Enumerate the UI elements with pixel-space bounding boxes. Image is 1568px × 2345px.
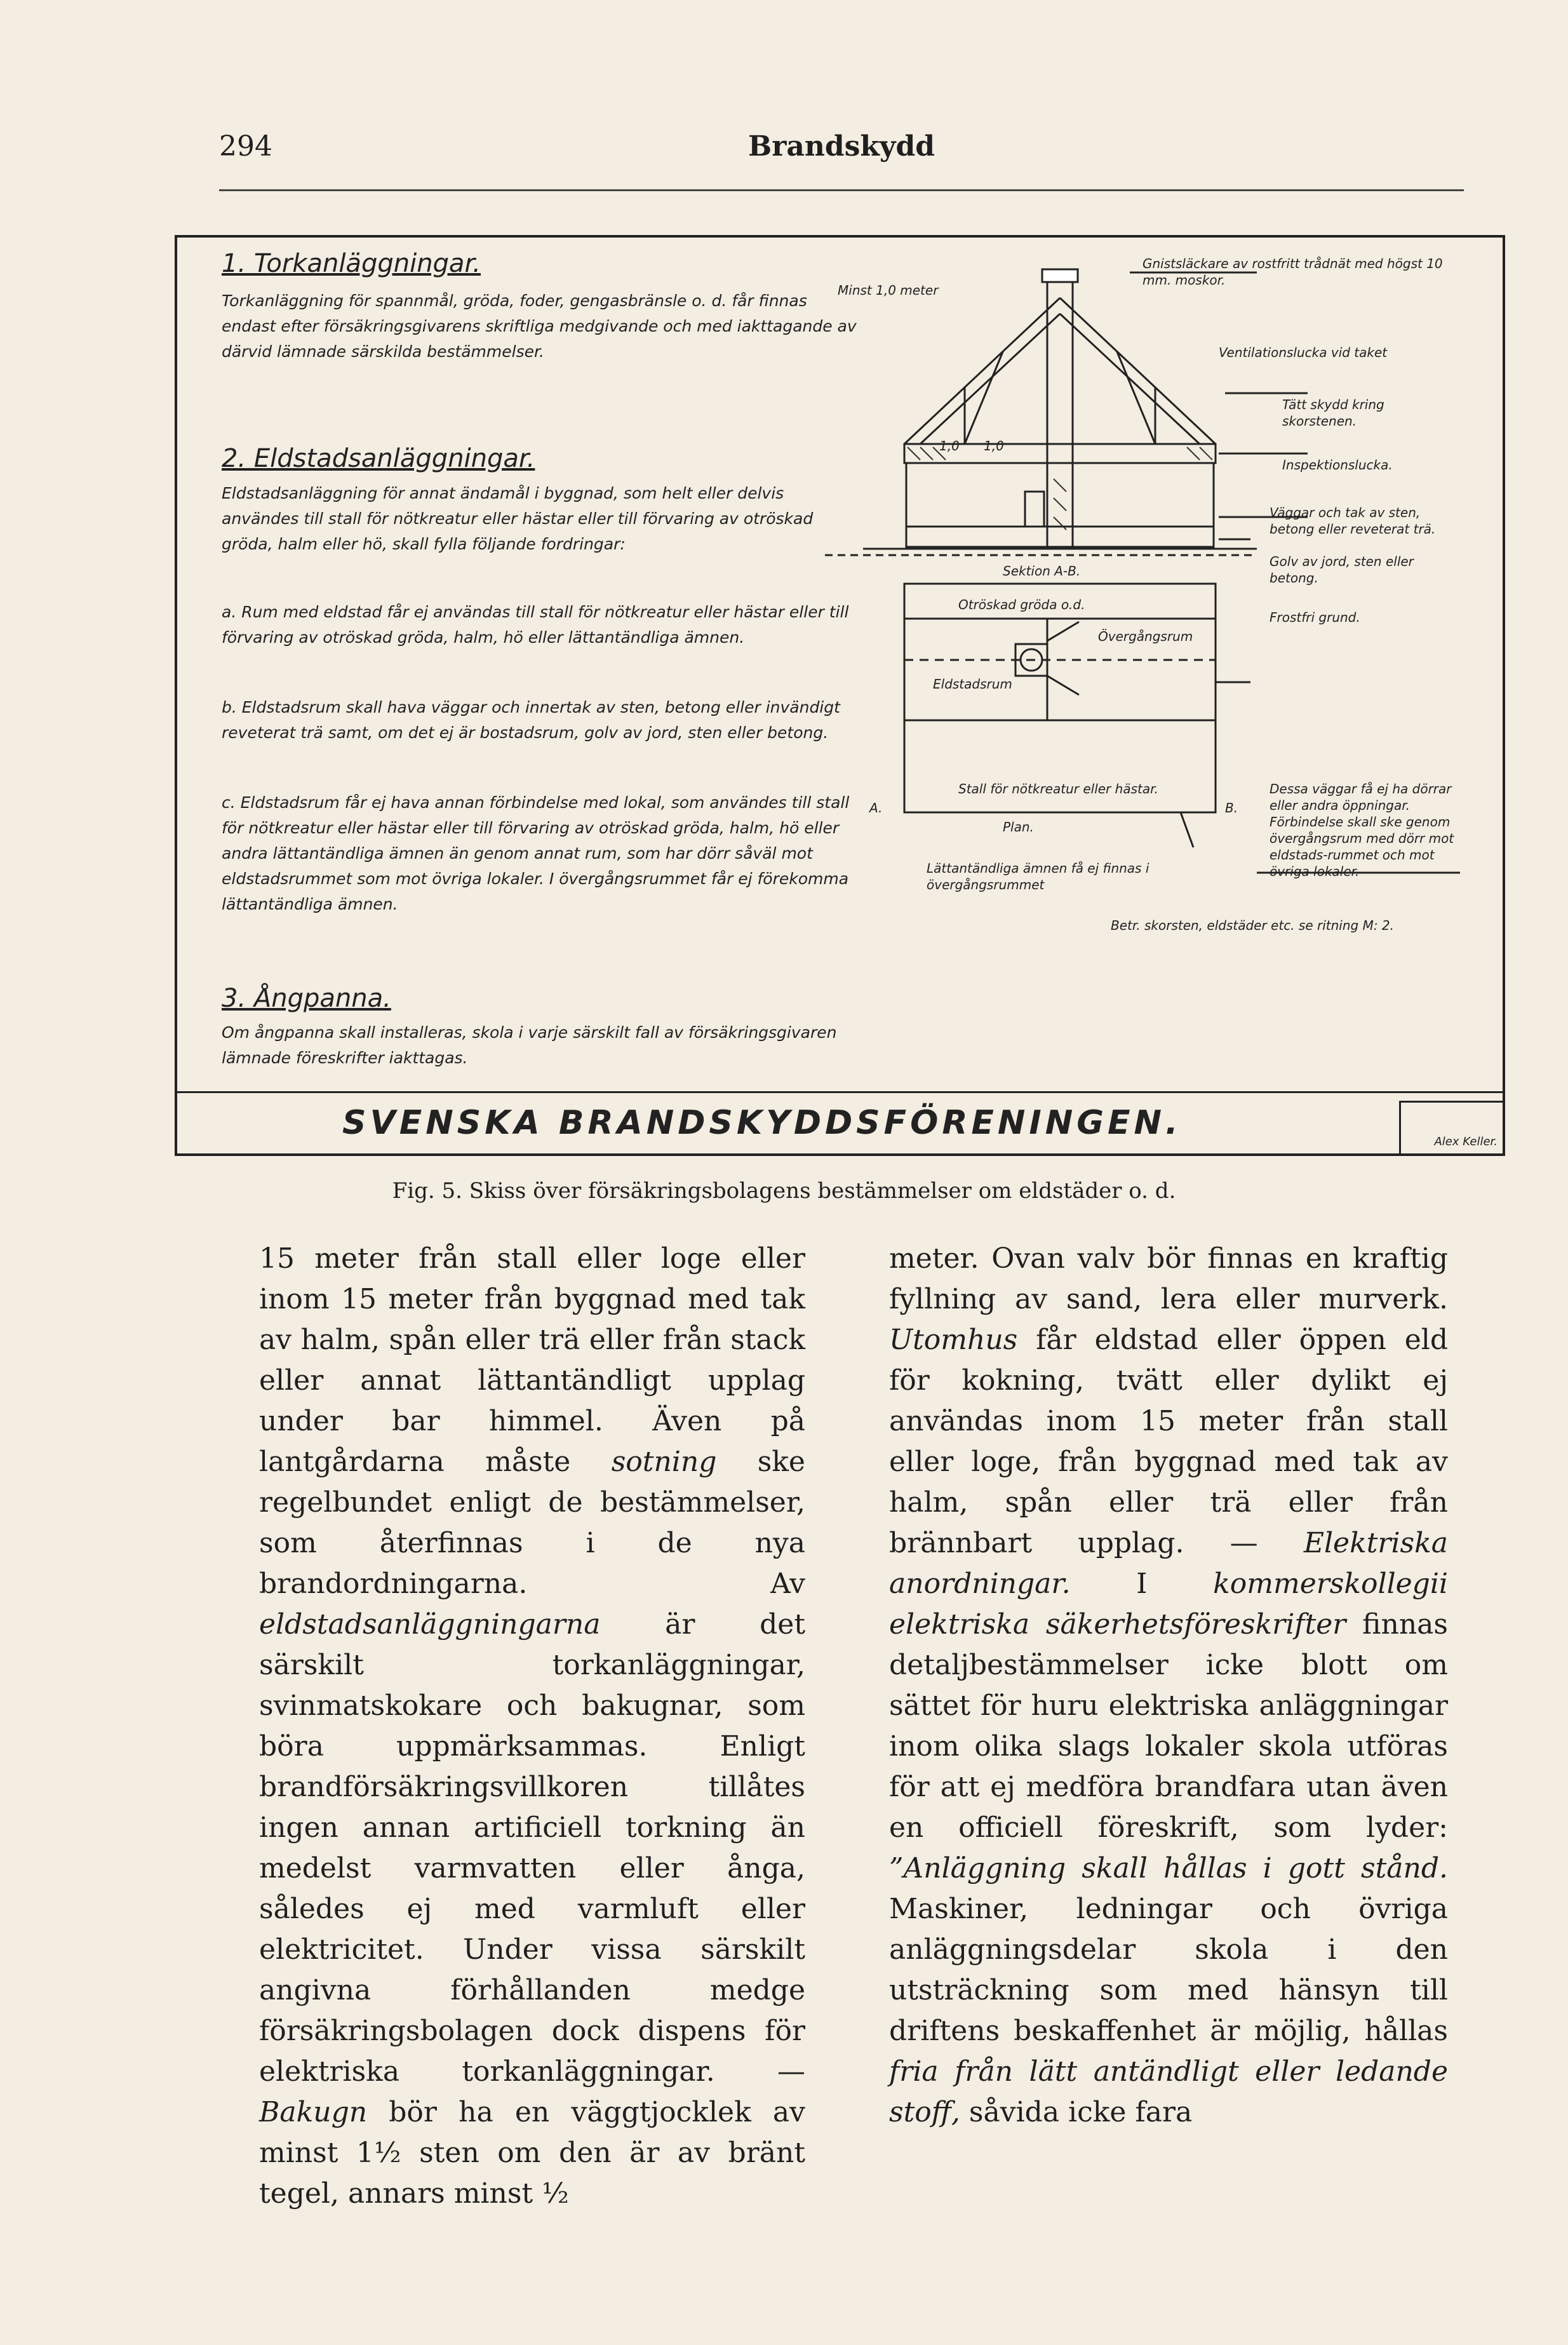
text-run: får eldstad eller öppen eld för kokning, tvätt eller dylikt ej användas inom 15 meter från stall eller loge, från byggnad med tak av halm, spån eller trä eller från brännbart upplag. —: [889, 1324, 1448, 1559]
building-drawing: [177, 238, 1503, 1095]
fig-text-item-a: a. Rum med eldstad får ej användas till stall för nötkreatur eller hästar eller till förvaring av otröskad gröda, halm, hö eller lättantändliga ämnen.: [222, 603, 849, 647]
emphasis-elektriska-anordningar: Elektriska anordningar.: [889, 1527, 1448, 1600]
right-paragraph: [889, 1239, 1448, 2133]
emphasis-fria: fria från lätt antändligt eller ledande stoff,: [889, 2055, 1448, 2128]
figure-caption: Fig. 5. Skiss över försäkringsbolagens bestämmelser om eldstäder o. d.: [392, 1178, 1176, 1204]
page-number: 294: [219, 130, 272, 163]
emphasis-eldstadsanlaggningarna: eldstadsanläggningarna: [259, 1608, 601, 1641]
left-paragraph: [259, 1239, 805, 2214]
fig-heading-torkanlaggningar: 1. Torkanläggningar.: [222, 249, 481, 278]
text-run: är det särskilt torkanläggningar, svinmatskokare och bakugnar, som böra uppmärksammas. Enligt brandförsäkringsvillkoren tillåtes ingen annan artificiell torkning än medelst varmvatten eller ånga, således ej med varmluft eller elektricitet. Under vissa särskilt angivna förhållanden medge försäkringsbolagen dock dispens för elektriska torkanläggningar. —: [259, 1608, 805, 2088]
label-dessa-vaggar: Dessa väggar få ej ha dörrar eller andra öppningar. Förbindelse skall ske genom övergångsrum med dörr mot eldstads-rummet och mot övriga lokaler.: [1270, 781, 1454, 879]
fig-text-item-b: b. Eldstadsrum skall hava väggar och innertak av sten, betong eller invändigt reveterat trä samt, om det ej är bostadsrum, golv av jord, sten eller betong.: [222, 698, 840, 742]
signature-box: [1399, 1101, 1503, 1153]
emphasis-bakugn: Bakugn: [259, 2096, 368, 2128]
fig-text-torkanlaggningar: Torkanläggning för spannmål, gröda, foder, gengasbränsle o. d. får finnas endast efter försäkringsgivarens skriftliga medgivande och med iakttagande av därvid lämnade särskilda bestämmelser.: [222, 292, 857, 361]
fig-heading-eldstadsanlaggningar: 2. Eldstadsanläggningar.: [222, 444, 535, 473]
signature: Alex Keller.: [1434, 1135, 1498, 1148]
label-measure-2: 1,0: [984, 438, 1004, 454]
text-run: 15 meter från stall eller loge eller inom 15 meter från byggnad med tak av halm, spån eller trä eller från stack eller annat lättantändligt upplag under bar himmel. Även på lantgårdarna måste: [259, 1242, 805, 1478]
left-column: [259, 1239, 805, 2214]
fig-text-item-c: c. Eldstadsrum får ej hava annan förbindelse med lokal, som användes till stall för nötkreatur eller hästar eller till förvaring av otröskad gröda, halm, hö eller andra lättantändliga ämnen än genom annat rum, som har dörr såväl mot eldstadsrummet som mot övriga lokaler. I övergångsrummet får ej förekomma lättantändliga ämnen.: [222, 793, 850, 913]
text-run: bör ha en väggtjocklek av minst 1½ sten om den är av bränt tegel, annars minst ½: [259, 2096, 805, 2210]
label-inspektionslucka: Inspektionslucka.: [1282, 457, 1393, 473]
figure-plate: [175, 235, 1505, 1156]
label-betr-skorsten: Betr. skorsten, eldstäder etc. se ritning M: 2.: [1111, 918, 1394, 933]
fig-text-eldstad-intro: Eldstadsanläggning för annat ändamål i byggnad, som helt eller delvis användes till stall för nötkreatur eller hästar eller till förvaring av otröskad gröda, halm eller hö, skall fylla följande fordringar:: [222, 484, 814, 553]
label-golv: Golv av jord, sten eller betong.: [1270, 554, 1414, 586]
label-plan: Plan.: [1003, 819, 1034, 835]
fig-heading-angpanna: 3. Ångpanna.: [222, 984, 391, 1013]
label-frostfri: Frostfri grund.: [1270, 610, 1360, 625]
emphasis-quote: ”Anläggning skall hållas i gott stånd.: [889, 1852, 1448, 1885]
emphasis-kommerskollegii: kommerskollegii elektriska säkerhetsföreskrifter: [889, 1568, 1448, 1641]
emphasis-utomhus: Utomhus: [889, 1324, 1018, 1356]
label-a: A.: [869, 800, 883, 816]
label-measure-1: 1,0: [939, 438, 960, 454]
text-run: såvida icke fara: [960, 2096, 1193, 2128]
society-name: SVENSKA BRANDSKYDDSFÖRENINGEN.: [342, 1104, 1182, 1142]
text-run: finnas detaljbestämmelser icke blott om sättet för huru elektriska anläggningar inom olika slags lokaler skola utföras för att ej medföra brandfara utan även en officiell föreskrift, som lyder:: [889, 1608, 1448, 1844]
label-eldstadsrum: Eldstadsrum: [933, 676, 1012, 692]
label-minst: Minst 1,0 meter: [838, 283, 939, 298]
label-gnistslackare: Gnistsläckare av rostfritt trådnät med högst 10 mm. moskor.: [1142, 256, 1443, 288]
page-header: [219, 130, 1464, 175]
figure-title-band: [177, 1091, 1503, 1153]
header-rule: [219, 189, 1464, 191]
label-stall: Stall för nötkreatur eller hästar.: [958, 781, 1158, 796]
label-ventilationslucka: Ventilationslucka vid taket: [1219, 345, 1388, 360]
label-vaggar: Väggar och tak av sten, betong eller reveterat trä.: [1270, 505, 1436, 537]
label-tatt-skydd: Tätt skydd kring skorstenen.: [1282, 397, 1384, 429]
text-run: Maskiner, ledningar och övriga anläggningsdelar skola i den utsträckning som med hänsyn till driftens beskaffenhet är möjlig, hållas: [889, 1893, 1448, 2047]
label-b: B.: [1225, 800, 1238, 816]
label-overgangsrum: Övergångsrum: [1098, 629, 1193, 644]
label-otroskad: Otröskad gröda o.d.: [958, 597, 1085, 612]
text-run: ske regelbundet enligt de bestämmelser, som återfinnas i de nya brandordningarna. Av: [259, 1446, 805, 1600]
right-column: [889, 1239, 1448, 2133]
running-title: Brandskydd: [748, 130, 935, 163]
label-lattantandliga: Lättantändliga ämnen få ej finnas i övergångsrummet: [927, 861, 1149, 892]
emphasis-sotning: sotning: [611, 1446, 717, 1478]
label-sektion: Sektion A-B.: [1003, 563, 1081, 579]
fig-text-angpanna: Om ångpanna skall installeras, skola i varje särskilt fall av försäkringsgivaren lämnade föreskrifter iakttagas.: [222, 1023, 837, 1067]
text-run: meter. Ovan valv bör finnas en kraftig fyllning av sand, lera eller murverk.: [889, 1242, 1448, 1315]
text-run: I: [1070, 1568, 1214, 1600]
